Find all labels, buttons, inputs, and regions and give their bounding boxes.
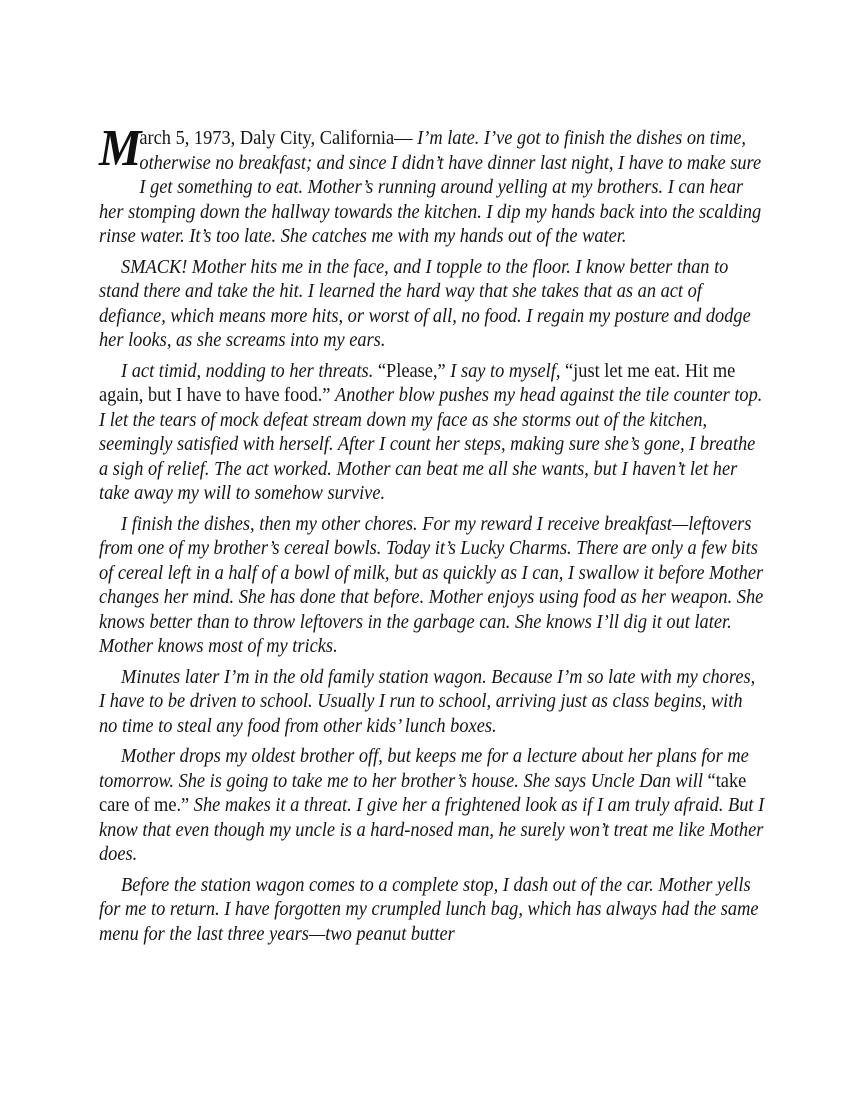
text-segment-italic: Before the station wagon comes to a complete stop, I dash out of the car. Mother yells for me to return. I have forgotten my crumpled lunch bag, which has always had the same menu for the last three years—two peanut butter xyxy=(99,873,759,945)
text-segment-roman: arch 5, 1973, Daly City, California— xyxy=(139,127,418,149)
paragraph xyxy=(99,359,765,506)
paragraph xyxy=(99,873,765,947)
paragraph xyxy=(99,512,765,659)
text-segment-italic: I’m late. I’ve got to finish the dishes on time, otherwise no breakfast; and since I didn’t have dinner last night, I have to make sure I get something to eat. Mother’s running around yelling at my brothers. I can hear her stomping down the hallway towards the kitchen. I dip my hands back into the scalding rinse water. It’s too late. She catches me with my hands out of the water. xyxy=(99,127,762,247)
page-text xyxy=(99,120,765,952)
text-segment-italic: Another blow pushes my head against the tile counter top. I let the tears of mock defeat stream down my face as she storms out of the kitchen, seemingly satisfied with herself. After I count her steps, making sure she’s gone, I breathe a sigh of relief. The act worked. Mother can beat me all she wants, but I haven’t let her take away my will to somehow survive. xyxy=(99,384,763,504)
text-segment-italic: SMACK! Mother hits me in the face, and I topple to the floor. I know better than to stand there and take the hit. I learned the hard way that she takes that as an act of defiance, which means more hits, or worst of all, no food. I regain my posture and dodge her looks, as she screams into my ears. xyxy=(99,255,751,351)
paragraph xyxy=(99,255,765,353)
text-segment-italic: Minutes later I’m in the old family station wagon. Because I’m so late with my chores, I have to be driven to school. Usually I run to school, arriving just as class begins, with no time to steal any food from other kids’ lunch boxes. xyxy=(99,665,756,737)
paragraph xyxy=(99,120,765,249)
text-segment-italic: I act timid, nodding to her threats. xyxy=(121,359,378,382)
text-segment-italic: I say to myself, xyxy=(450,359,566,382)
text-segment-italic: She makes it a threat. I give her a frightened look as if I am truly afraid. But I know that even though my uncle is a hard-nosed man, he surely won’t treat me like Mother does. xyxy=(99,794,765,865)
drop-cap-letter: M xyxy=(99,120,142,177)
paragraph xyxy=(99,665,765,739)
paragraph xyxy=(99,744,765,867)
text-segment-italic: Mother drops my oldest brother off, but keeps me for a lecture about her plans for me tomorrow. She is going to take me to her brother’s house. She says Uncle Dan will xyxy=(99,745,749,792)
text-segment-italic: I finish the dishes, then my other chores. For my reward I receive breakfast—leftovers from one of my brother’s cereal bowls. Today it’s Lucky Charms. There are only a few bits of cereal left in a half of a bowl of milk, but as quickly as I can, I swallow it before Mother changes her mind. She has done that before. Mother enjoys using food as her weapon. She knows better than to throw leftovers in the garbage can. She knows I’ll dig it out later. Mother knows most of my tricks. xyxy=(99,512,764,657)
text-segment-roman: “take care of me.” xyxy=(99,769,747,816)
text-segment-roman: “just let me eat. Hit me again, but I have to have food.” xyxy=(99,359,736,406)
text-segment-roman: “Please,” xyxy=(377,359,451,382)
